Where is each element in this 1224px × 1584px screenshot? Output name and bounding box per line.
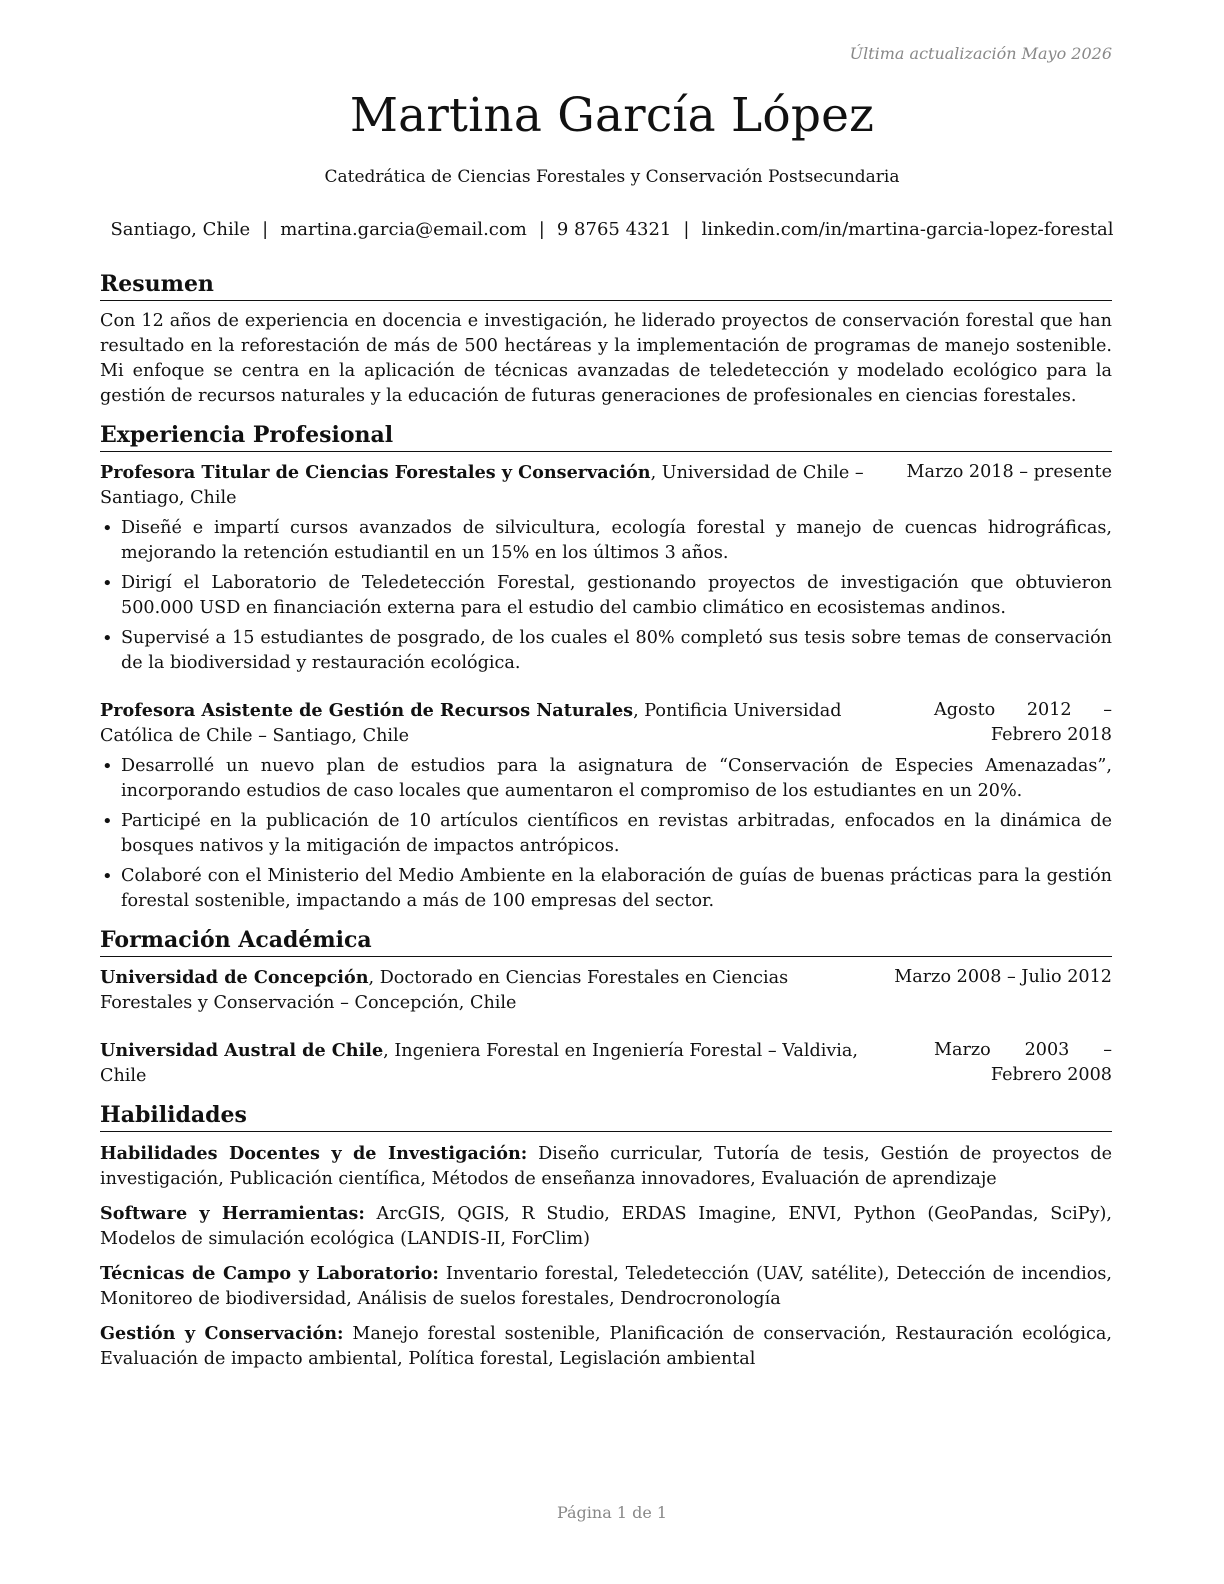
headline: Catedrática de Ciencias Forestales y Conservación Postsecundaria [324, 167, 900, 187]
last-updated: Última actualización Mayo 2026 [849, 44, 1112, 63]
skill-group [100, 1321, 1112, 1372]
person-name: Martina García López [349, 88, 875, 143]
skill-group [100, 1201, 1112, 1252]
skill-group [100, 1261, 1112, 1312]
skill-text: Inventario forestal, Teledetección (UAV, satélite), Detección de incendios, Monitoreo de biodiversidad, Análisis de suelos forestales, Dendrocronología [100, 1264, 1112, 1309]
contact-location: Santiago, Chile [110, 219, 251, 240]
degree-detail: , Ingeniera Forestal en Ingeniería Forestal – Valdivia, Chile [100, 1041, 859, 1086]
education-date: Marzo 2008 – Julio 2012 [894, 967, 1112, 987]
job-org: , Pontificia Universidad Católica de Chile – Santiago, Chile [100, 701, 842, 746]
contact-line [0, 219, 1224, 240]
section-title: Habilidades [100, 1101, 1112, 1132]
contact-linkedin[interactable]: linkedin.com/in/martina-garcia-lopez-forestal [701, 219, 1114, 240]
contact-separator: | [262, 219, 269, 240]
bullet-item: • Diseñé e impartí cursos avanzados de silvicultura, ecología forestal y manejo de cuencas hidrográficas, mejorando la retención estudiantil en un 15% en los últimos 3 años. [100, 516, 1112, 566]
education-entry [100, 965, 1112, 1016]
entry-title [100, 460, 907, 511]
contact-separator: | [683, 219, 690, 240]
skill-label: Técnicas de Campo y Laboratorio: [100, 1263, 439, 1284]
bullet-list [100, 516, 1112, 676]
degree-detail: , Doctorado en Ciencias Forestales en Ciencias Forestales y Conservación – Concepción, Chile [100, 968, 789, 1013]
skill-group [100, 1141, 1112, 1192]
contact-phone: 9 8765 4321 [556, 219, 672, 240]
bullet-item: • Supervisé a 15 estudiantes de posgrado, de los cuales el 80% completó sus tesis sobre temas de conservación de la biodiversidad y restauración ecológica. [100, 626, 1112, 676]
bullet-item: • Dirigí el Laboratorio de Teledetección Forestal, gestionando proyectos de investigación que obtuvieron 500.000 USD en financiación externa para el estudio del cambio climático en ecosistemas andinos. [100, 571, 1112, 621]
skill-text: Diseño curricular, Tutoría de tesis, Gestión de proyectos de investigación, Publicación científica, Métodos de enseñanza innovadores, Evaluación de aprendizaje [100, 1144, 1112, 1189]
education-section [100, 926, 1112, 1089]
bullet-list [100, 754, 1112, 914]
bullet-item: • Colaboré con el Ministerio del Medio Ambiente en la elaboración de guías de buenas prácticas para la gestión forestal sostenible, impactando a más de 100 empresas del sector. [100, 864, 1112, 914]
experience-section [100, 421, 1112, 914]
job-role: Profesora Asistente de Gestión de Recursos Naturales [100, 700, 634, 721]
experience-entry [100, 698, 1112, 914]
section-title: Experiencia Profesional [100, 421, 1112, 452]
skill-label: Habilidades Docentes y de Investigación: [100, 1143, 528, 1164]
resume-body [100, 270, 1112, 1384]
contact-separator: | [538, 219, 545, 240]
school-name: Universidad de Concepción [100, 967, 369, 988]
job-org: , Universidad de Chile – Santiago, Chile [100, 463, 864, 508]
summary-text: Con 12 años de experiencia en docencia e investigación, he liderado proyectos de conservación forestal que han resultado en la reforestación de más de 500 hectáreas y la implementación de programas de manejo sostenible. Mi enfoque se centra en la aplicación de técnicas avanzadas de teledetección y modelado ecológico para la gestión de recursos naturales y la educación de futuras generaciones de profesionales en ciencias forestales. [100, 311, 1112, 406]
job-date: Marzo 2018 – presente [906, 462, 1112, 482]
section-title: Resumen [100, 270, 1112, 301]
bullet-item: • Participé en la publicación de 10 artículos científicos en revistas arbitradas, enfocados en la dinámica de bosques nativos y la mitigación de impactos antrópicos. [100, 809, 1112, 859]
job-date: Agosto 2012 – Febrero 2018 [934, 700, 1112, 745]
education-date: Marzo 2003 – Febrero 2008 [934, 1040, 1112, 1085]
skill-text: Manejo forestal sostenible, Planificación de conservación, Restauración ecológica, Evaluación de impacto ambiental, Política forestal, Legislación ambiental [100, 1324, 1112, 1369]
contact-email[interactable]: martina.garcia@email.com [280, 219, 527, 240]
school-name: Universidad Austral de Chile [100, 1040, 384, 1061]
entry-title [100, 698, 934, 749]
experience-entry [100, 460, 1112, 676]
skill-label: Gestión y Conservación: [100, 1323, 344, 1344]
entry-title [100, 1038, 934, 1089]
education-entry [100, 1038, 1112, 1089]
skill-text: ArcGIS, QGIS, R Studio, ERDAS Imagine, ENVI, Python (GeoPandas, SciPy), Modelos de simulación ecológica (LANDIS-II, ForClim) [100, 1204, 1112, 1249]
skills-section [100, 1101, 1112, 1372]
bullet-item: • Desarrollé un nuevo plan de estudios para la asignatura de “Conservación de Especies Amenazadas”, incorporando estudios de caso locales que aumentaron el compromiso de los estudiantes en un 20%. [100, 754, 1112, 804]
job-role: Profesora Titular de Ciencias Forestales y Conservación [100, 462, 651, 483]
skill-label: Software y Herramientas: [100, 1203, 365, 1224]
page-number: Página 1 de 1 [556, 1503, 668, 1522]
section-title: Formación Académica [100, 926, 1112, 957]
summary-section [100, 270, 1112, 409]
entry-title [100, 965, 894, 1016]
